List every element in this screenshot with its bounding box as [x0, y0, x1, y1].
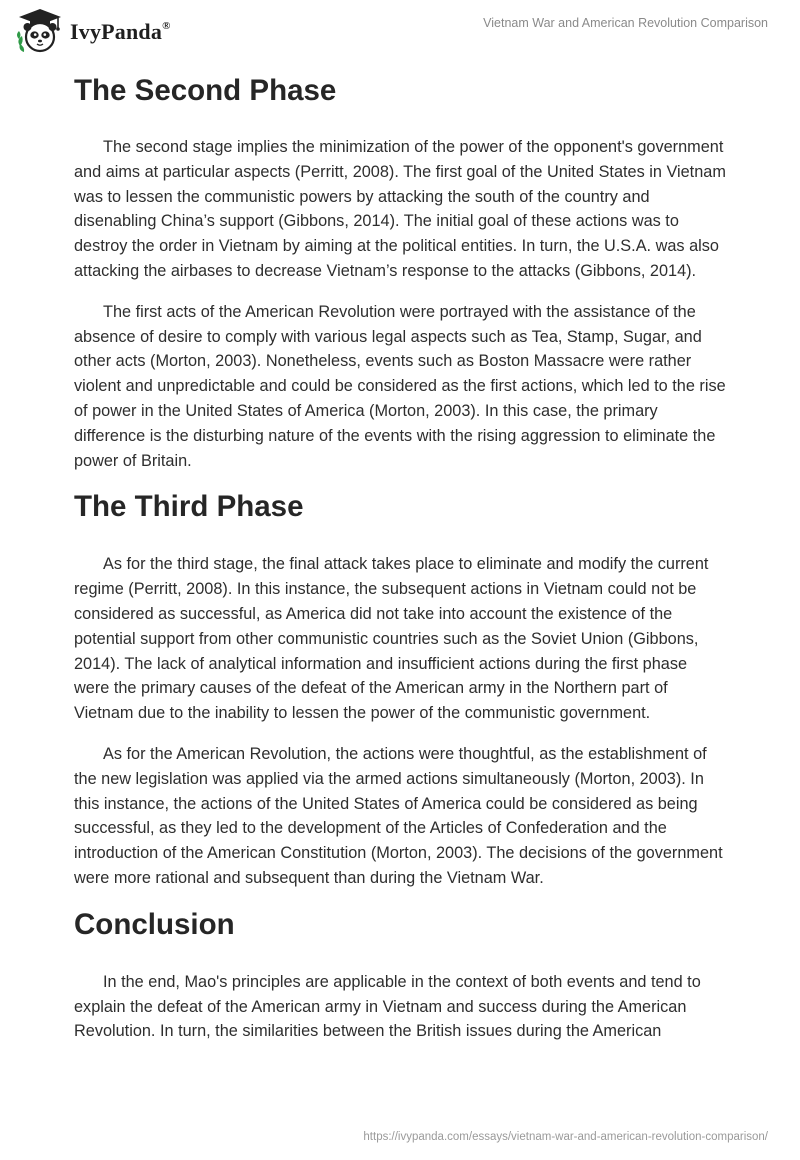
page-header [0, 0, 800, 62]
section-heading-second-phase: The Second Phase [74, 74, 337, 107]
paragraph: In the end, Mao's principles are applicable in the context of both events and tend to explain the defeat of the American army in Vietnam and success during the American Revolution. In turn, the similarities between the British issues during the American [74, 972, 701, 1041]
panda-graduate-icon [14, 6, 66, 56]
document-title: Vietnam War and American Revolution Comparison [483, 16, 768, 30]
brand-name: IvyPanda® [70, 19, 171, 44]
paragraph: The first acts of the American Revolution were portrayed with the assistance of the absence of desire to comply with various legal aspects such as Tea, Stamp, Sugar, and other acts (Morton, 2003). Nonetheless, events such as Boston Massacre were rather violent and unpredictable and could be considered as the first actions, which led to the rise of power in the United States of America (Morton, 2003). In this case, the primary difference is the disturbing nature of the events with the rising aggression to eliminate the power of Britain. [74, 302, 726, 470]
section-heading-conclusion: Conclusion [74, 907, 235, 941]
paragraph: As for the American Revolution, the actions were thoughtful, as the establishment of the new legislation was applied via the armed actions simultaneously (Morton, 2003). In this instance, the actions of the United States of America could be considered as being successful, as they led to the development of the Articles of Confederation and the introduction of the American Constitution (Morton, 2003). The decisions of the government were more rational and subsequent than during the Vietnam War. [74, 744, 723, 887]
ivypanda-logo[interactable] [14, 6, 171, 56]
source-url[interactable]: https://ivypanda.com/essays/vietnam-war-and-american-revolution-comparison/ [363, 1131, 768, 1143]
paragraph: The second stage implies the minimization of the power of the opponent's government and aims at particular aspects (Perritt, 2008). The first goal of the United States in Vietnam was to lessen the communistic powers by attacking the south of the country and disenabling China’s support (Gibbons, 2014). The initial goal of these actions was to destroy the order in Vietnam by aiming at the political entities. In turn, the U.S.A. was also attacking the airbases to decrease Vietnam’s response to the attacks (Gibbons, 2014). [74, 138, 726, 280]
paragraph: As for the third stage, the final attack takes place to eliminate and modify the current regime (Perritt, 2008). In this instance, the subsequent actions in Vietnam could not be considered as successful, as America did not take into account the existence of the potential support from other communistic countries such as the Soviet Union (Gibbons, 2014). The lack of analytical information and insufficient actions during the first phase were the primary causes of the defeat of the American army in the Northern part of Vietnam due to the inability to lessen the power of the communistic government. [74, 555, 709, 723]
essay-content [74, 72, 726, 1044]
section-heading-third-phase: The Third Phase [74, 490, 304, 524]
